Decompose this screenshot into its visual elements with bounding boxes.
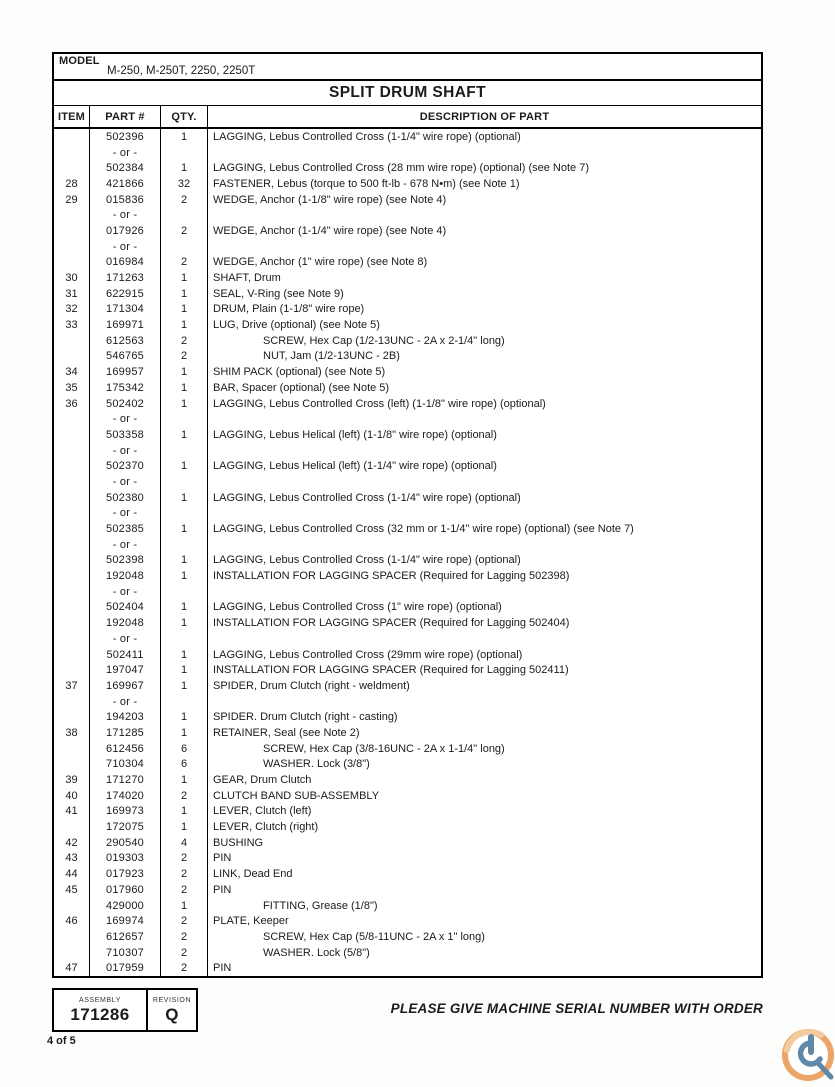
qty-cell: 2 xyxy=(161,349,208,365)
table-row xyxy=(54,788,761,804)
item-cell xyxy=(54,427,90,443)
item-cell: 37 xyxy=(54,678,90,694)
qty-cell: 2 xyxy=(161,945,208,961)
table-row xyxy=(54,898,761,914)
table-row xyxy=(54,239,761,255)
table-row xyxy=(54,458,761,474)
part-cell: 612657 xyxy=(90,929,161,945)
part-cell: - or - xyxy=(90,506,161,522)
table-row xyxy=(54,741,761,757)
table-row xyxy=(54,349,761,365)
qty-cell: 2 xyxy=(161,866,208,882)
qty-cell xyxy=(161,537,208,553)
description-cell: BAR, Spacer (optional) (see Note 5) xyxy=(213,381,390,394)
description-cell: LEVER, Clutch (left) xyxy=(213,805,312,818)
table-row xyxy=(54,521,761,537)
qty-cell: 2 xyxy=(161,851,208,867)
description-cell: SHAFT, Drum xyxy=(213,272,281,285)
description-cell xyxy=(208,443,761,459)
part-cell: - or - xyxy=(90,411,161,427)
description-cell xyxy=(208,145,761,161)
qty-cell xyxy=(161,145,208,161)
table-row xyxy=(54,600,761,616)
part-cell: 192048 xyxy=(90,615,161,631)
item-cell: 47 xyxy=(54,960,90,976)
revision-cell xyxy=(148,990,196,1030)
table-row xyxy=(54,302,761,318)
description-cell: RETAINER, Seal (see Note 2) xyxy=(213,726,360,739)
part-cell: - or - xyxy=(90,631,161,647)
description-cell: LAGGING, Lebus Controlled Cross (32 mm or 1-1/4" wire rope) (optional) (see Note 7) xyxy=(213,523,634,536)
part-cell: 019303 xyxy=(90,851,161,867)
item-cell xyxy=(54,349,90,365)
item-cell: 31 xyxy=(54,286,90,302)
qty-cell xyxy=(161,411,208,427)
table-header xyxy=(54,106,761,129)
item-cell xyxy=(54,945,90,961)
qty-cell: 1 xyxy=(161,804,208,820)
column-header-part: PART # xyxy=(90,106,161,127)
item-cell xyxy=(54,207,90,223)
item-cell xyxy=(54,757,90,773)
item-cell: 30 xyxy=(54,270,90,286)
assembly-box xyxy=(52,988,198,1032)
part-cell: 169967 xyxy=(90,678,161,694)
table-row xyxy=(54,929,761,945)
qty-cell: 1 xyxy=(161,521,208,537)
item-cell xyxy=(54,160,90,176)
item-cell xyxy=(54,662,90,678)
qty-cell: 2 xyxy=(161,192,208,208)
description-cell: CLUTCH BAND SUB-ASSEMBLY xyxy=(213,789,380,802)
qty-cell: 1 xyxy=(161,898,208,914)
item-cell xyxy=(54,647,90,663)
table-row xyxy=(54,160,761,176)
model-label: MODEL xyxy=(59,55,100,67)
part-cell: 172075 xyxy=(90,819,161,835)
part-cell: 612456 xyxy=(90,741,161,757)
part-cell: 016984 xyxy=(90,255,161,271)
description-cell: PIN xyxy=(213,852,232,865)
qty-cell: 1 xyxy=(161,286,208,302)
qty-cell: 1 xyxy=(161,458,208,474)
item-cell xyxy=(54,474,90,490)
description-cell: GEAR, Drum Clutch xyxy=(213,774,312,787)
item-cell xyxy=(54,506,90,522)
description-cell xyxy=(208,474,761,490)
part-cell: - or - xyxy=(90,584,161,600)
item-cell xyxy=(54,333,90,349)
item-cell: 29 xyxy=(54,192,90,208)
description-cell xyxy=(208,411,761,427)
part-cell: 174020 xyxy=(90,788,161,804)
table-row xyxy=(54,960,761,976)
table-row xyxy=(54,725,761,741)
table-row xyxy=(54,819,761,835)
part-cell: 502384 xyxy=(90,160,161,176)
item-cell: 46 xyxy=(54,913,90,929)
table-row xyxy=(54,568,761,584)
description-cell: LAGGING, Lebus Helical (left) (1-1/4" wire rope) (optional) xyxy=(213,460,497,473)
qty-cell: 1 xyxy=(161,317,208,333)
qty-cell: 2 xyxy=(161,223,208,239)
parts-table-body xyxy=(54,129,761,976)
part-cell: 502398 xyxy=(90,553,161,569)
part-cell: - or - xyxy=(90,207,161,223)
table-row xyxy=(54,945,761,961)
qty-cell: 1 xyxy=(161,709,208,725)
column-header-description: DESCRIPTION OF PART xyxy=(419,110,550,123)
description-cell: SPIDER, Drum Clutch (right - weldment) xyxy=(213,679,410,692)
qty-cell: 1 xyxy=(161,490,208,506)
part-cell: 502411 xyxy=(90,647,161,663)
description-cell: WEDGE, Anchor (1-1/8" wire rope) (see Note 4) xyxy=(213,193,447,206)
revision-label: REVISION xyxy=(152,997,192,1004)
part-cell: 197047 xyxy=(90,662,161,678)
revision-value: Q xyxy=(165,1005,179,1024)
description-cell: SCREW, Hex Cap (1/2-13UNC - 2A x 2-1/4" long) xyxy=(263,334,505,347)
item-cell xyxy=(54,458,90,474)
part-cell: 546765 xyxy=(90,349,161,365)
table-row xyxy=(54,427,761,443)
part-cell: 017923 xyxy=(90,866,161,882)
part-cell: 171270 xyxy=(90,772,161,788)
qty-cell: 4 xyxy=(161,835,208,851)
table-row xyxy=(54,207,761,223)
qty-cell: 6 xyxy=(161,741,208,757)
item-cell xyxy=(54,443,90,459)
item-cell: 33 xyxy=(54,317,90,333)
table-row xyxy=(54,129,761,145)
part-cell: 290540 xyxy=(90,835,161,851)
item-cell xyxy=(54,129,90,145)
qty-cell: 1 xyxy=(161,647,208,663)
item-cell: 45 xyxy=(54,882,90,898)
table-row xyxy=(54,804,761,820)
part-cell: 502385 xyxy=(90,521,161,537)
part-cell: 017959 xyxy=(90,960,161,976)
qty-cell: 1 xyxy=(161,662,208,678)
table-row xyxy=(54,615,761,631)
table-row xyxy=(54,553,761,569)
part-cell: 502380 xyxy=(90,490,161,506)
description-cell: INSTALLATION FOR LAGGING SPACER (Required for Lagging 502398) xyxy=(213,570,570,583)
part-cell: 169971 xyxy=(90,317,161,333)
page-indicator: 4 of 5 xyxy=(47,1035,76,1047)
part-cell: 171304 xyxy=(90,302,161,318)
item-cell xyxy=(54,584,90,600)
item-cell: 43 xyxy=(54,851,90,867)
qty-cell: 2 xyxy=(161,788,208,804)
part-cell: 502370 xyxy=(90,458,161,474)
qty-cell: 2 xyxy=(161,333,208,349)
item-cell xyxy=(54,490,90,506)
qty-cell: 1 xyxy=(161,302,208,318)
description-cell: SCREW, Hex Cap (3/8-16UNC - 2A x 1-1/4" long) xyxy=(263,742,505,755)
description-cell: LEVER, Clutch (right) xyxy=(213,821,319,834)
table-row xyxy=(54,380,761,396)
qty-cell: 1 xyxy=(161,600,208,616)
part-cell: - or - xyxy=(90,474,161,490)
table-row xyxy=(54,662,761,678)
description-cell: FASTENER, Lebus (torque to 500 ft-lb - 678 N•m) (see Note 1) xyxy=(213,177,520,190)
part-cell: 612563 xyxy=(90,333,161,349)
qty-cell: 32 xyxy=(161,176,208,192)
item-cell: 32 xyxy=(54,302,90,318)
description-cell: SHIM PACK (optional) (see Note 5) xyxy=(213,366,386,379)
item-cell: 34 xyxy=(54,364,90,380)
item-cell xyxy=(54,819,90,835)
description-cell: SCREW, Hex Cap (5/8-11UNC - 2A x 1" long) xyxy=(263,930,485,943)
description-cell xyxy=(208,584,761,600)
table-row xyxy=(54,255,761,271)
qty-cell xyxy=(161,207,208,223)
item-cell xyxy=(54,741,90,757)
qty-cell: 1 xyxy=(161,270,208,286)
part-cell: 421866 xyxy=(90,176,161,192)
table-row xyxy=(54,678,761,694)
part-cell: 175342 xyxy=(90,380,161,396)
qty-cell: 6 xyxy=(161,757,208,773)
table-row xyxy=(54,772,761,788)
part-cell: - or - xyxy=(90,694,161,710)
table-row xyxy=(54,286,761,302)
qty-cell xyxy=(161,443,208,459)
table-row xyxy=(54,474,761,490)
description-cell: LAGGING, Lebus Controlled Cross (29mm wire rope) (optional) xyxy=(213,648,523,661)
item-cell xyxy=(54,568,90,584)
order-note: PLEASE GIVE MACHINE SERIAL NUMBER WITH ORDER xyxy=(390,1001,763,1016)
qty-cell: 1 xyxy=(161,553,208,569)
description-cell: LAGGING, Lebus Controlled Cross (1-1/4" wire rope) (optional) xyxy=(213,554,521,567)
description-cell xyxy=(208,506,761,522)
description-cell: SPIDER. Drum Clutch (right - casting) xyxy=(213,711,398,724)
description-cell xyxy=(208,631,761,647)
part-cell: 502404 xyxy=(90,600,161,616)
item-cell: 36 xyxy=(54,396,90,412)
table-row xyxy=(54,443,761,459)
description-cell: BUSHING xyxy=(213,836,264,849)
qty-cell: 2 xyxy=(161,913,208,929)
table-row xyxy=(54,192,761,208)
table-row xyxy=(54,333,761,349)
qty-cell: 1 xyxy=(161,819,208,835)
table-row xyxy=(54,913,761,929)
item-cell xyxy=(54,553,90,569)
table-row xyxy=(54,757,761,773)
item-cell xyxy=(54,239,90,255)
table-row xyxy=(54,835,761,851)
table-row xyxy=(54,506,761,522)
part-cell: 710307 xyxy=(90,945,161,961)
description-cell: WASHER. Lock (3/8") xyxy=(263,758,370,771)
item-cell xyxy=(54,537,90,553)
page-title: SPLIT DRUM SHAFT xyxy=(54,81,761,106)
table-row xyxy=(54,411,761,427)
table-row xyxy=(54,882,761,898)
table-row xyxy=(54,537,761,553)
description-cell: DRUM, Plain (1-1/8" wire rope) xyxy=(213,303,365,316)
part-cell: 192048 xyxy=(90,568,161,584)
qty-cell xyxy=(161,694,208,710)
qty-cell xyxy=(161,631,208,647)
description-cell: LAGGING, Lebus Controlled Cross (1-1/4" wire rope) (optional) xyxy=(213,491,521,504)
qty-cell: 1 xyxy=(161,678,208,694)
description-cell: LINK, Dead End xyxy=(213,868,293,881)
assembly-label: ASSEMBLY xyxy=(78,997,122,1004)
part-cell: - or - xyxy=(90,443,161,459)
crane-network-logo-svg xyxy=(781,1028,835,1082)
assembly-number: 171286 xyxy=(70,1005,130,1024)
description-cell: WEDGE, Anchor (1" wire rope) (see Note 8) xyxy=(213,256,428,269)
parts-table xyxy=(52,52,763,978)
description-cell: SEAL, V-Ring (see Note 9) xyxy=(213,287,344,300)
table-row xyxy=(54,223,761,239)
item-cell: 40 xyxy=(54,788,90,804)
qty-cell xyxy=(161,506,208,522)
part-cell: - or - xyxy=(90,537,161,553)
part-cell: 169973 xyxy=(90,804,161,820)
description-cell xyxy=(208,207,761,223)
qty-cell: 1 xyxy=(161,129,208,145)
item-cell xyxy=(54,255,90,271)
table-row xyxy=(54,866,761,882)
item-cell xyxy=(54,615,90,631)
model-section xyxy=(54,54,761,81)
item-cell: 41 xyxy=(54,804,90,820)
table-row xyxy=(54,176,761,192)
table-row xyxy=(54,694,761,710)
table-row xyxy=(54,317,761,333)
qty-cell: 1 xyxy=(161,568,208,584)
item-cell: 28 xyxy=(54,176,90,192)
item-cell xyxy=(54,631,90,647)
table-row xyxy=(54,709,761,725)
item-cell xyxy=(54,929,90,945)
part-cell: 169957 xyxy=(90,364,161,380)
item-cell: 44 xyxy=(54,866,90,882)
qty-cell xyxy=(161,239,208,255)
part-cell: 502402 xyxy=(90,396,161,412)
part-cell: - or - xyxy=(90,239,161,255)
description-cell: FITTING, Grease (1/8") xyxy=(263,899,378,912)
part-cell: 169974 xyxy=(90,913,161,929)
table-row xyxy=(54,396,761,412)
description-cell: INSTALLATION FOR LAGGING SPACER (Required for Lagging 502411) xyxy=(213,664,569,677)
description-cell: WASHER. Lock (5/8") xyxy=(263,946,370,959)
qty-cell: 1 xyxy=(161,160,208,176)
table-row xyxy=(54,647,761,663)
description-cell xyxy=(208,537,761,553)
description-cell: LUG, Drive (optional) (see Note 5) xyxy=(213,319,380,332)
part-cell: 015836 xyxy=(90,192,161,208)
item-cell xyxy=(54,145,90,161)
part-cell: 017926 xyxy=(90,223,161,239)
item-cell xyxy=(54,521,90,537)
description-cell: LAGGING, Lebus Controlled Cross (28 mm wire rope) (optional) (see Note 7) xyxy=(213,162,589,175)
item-cell xyxy=(54,600,90,616)
description-cell: PIN xyxy=(213,883,232,896)
part-cell: 429000 xyxy=(90,898,161,914)
part-cell: 171263 xyxy=(90,270,161,286)
description-cell xyxy=(208,694,761,710)
item-cell: 39 xyxy=(54,772,90,788)
assembly-cell xyxy=(54,990,148,1030)
table-row xyxy=(54,490,761,506)
item-cell xyxy=(54,694,90,710)
qty-cell: 2 xyxy=(161,960,208,976)
table-row xyxy=(54,145,761,161)
item-cell: 35 xyxy=(54,380,90,396)
description-cell: LAGGING, Lebus Controlled Cross (1-1/4" wire rope) (optional) xyxy=(213,130,521,143)
part-cell: 502396 xyxy=(90,129,161,145)
qty-cell: 1 xyxy=(161,615,208,631)
description-cell xyxy=(208,239,761,255)
crane-network-logo-icon xyxy=(781,1028,835,1082)
description-cell: LAGGING, Lebus Controlled Cross (1" wire rope) (optional) xyxy=(213,601,502,614)
qty-cell: 1 xyxy=(161,364,208,380)
table-row xyxy=(54,270,761,286)
qty-cell xyxy=(161,584,208,600)
part-cell: 017960 xyxy=(90,882,161,898)
qty-cell: 1 xyxy=(161,772,208,788)
part-cell: 710304 xyxy=(90,757,161,773)
description-cell: PIN xyxy=(213,962,232,975)
item-cell xyxy=(54,898,90,914)
column-header-item: ITEM xyxy=(54,106,90,127)
item-cell xyxy=(54,411,90,427)
part-cell: - or - xyxy=(90,145,161,161)
table-row xyxy=(54,631,761,647)
item-cell xyxy=(54,709,90,725)
model-list: M-250, M-250T, 2250, 2250T xyxy=(107,65,256,77)
item-cell: 38 xyxy=(54,725,90,741)
qty-cell: 1 xyxy=(161,725,208,741)
column-header-qty: QTY. xyxy=(161,106,208,127)
qty-cell: 2 xyxy=(161,255,208,271)
description-cell: LAGGING, Lebus Controlled Cross (left) (1-1/8" wire rope) (optional) xyxy=(213,397,546,410)
part-cell: 194203 xyxy=(90,709,161,725)
part-cell: 171285 xyxy=(90,725,161,741)
description-cell: NUT, Jam (1/2-13UNC - 2B) xyxy=(263,350,400,363)
qty-cell: 2 xyxy=(161,882,208,898)
item-cell xyxy=(54,223,90,239)
description-cell: PLATE, Keeper xyxy=(213,915,289,928)
part-cell: 622915 xyxy=(90,286,161,302)
table-row xyxy=(54,584,761,600)
part-cell: 503358 xyxy=(90,427,161,443)
description-cell: LAGGING, Lebus Helical (left) (1-1/8" wire rope) (optional) xyxy=(213,428,497,441)
qty-cell xyxy=(161,474,208,490)
qty-cell: 1 xyxy=(161,396,208,412)
table-row xyxy=(54,851,761,867)
qty-cell: 1 xyxy=(161,380,208,396)
description-cell: WEDGE, Anchor (1-1/4" wire rope) (see Note 4) xyxy=(213,224,447,237)
description-cell: INSTALLATION FOR LAGGING SPACER (Required for Lagging 502404) xyxy=(213,617,570,630)
qty-cell: 1 xyxy=(161,427,208,443)
item-cell: 42 xyxy=(54,835,90,851)
qty-cell: 2 xyxy=(161,929,208,945)
table-row xyxy=(54,364,761,380)
